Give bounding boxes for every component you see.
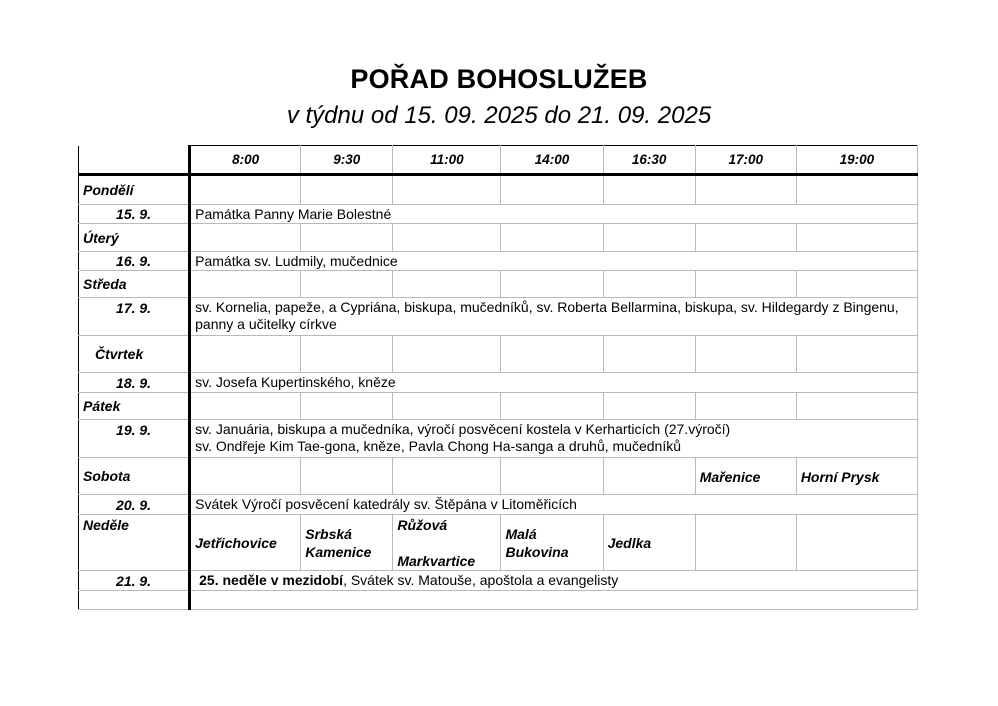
slot-cell [603,175,695,205]
slot-cell [393,393,501,420]
slot-cell [695,224,796,252]
slot-cell [796,336,917,373]
mass-place [301,515,393,571]
time-header: 9:30 [301,146,393,175]
slot-cell [695,271,796,298]
place-line: Malá [505,526,537,542]
blank-cell [79,591,190,610]
mass-place: Horní Prysk [796,458,917,495]
slot-cell [393,271,501,298]
slot-cell [190,224,301,252]
slot-cell [695,515,796,571]
day-row-sunday [79,515,918,571]
mass-place [501,515,603,571]
slot-cell [603,271,695,298]
corner-cell [79,146,190,175]
feast-row-saturday [79,495,918,515]
slot-cell [796,271,917,298]
slot-cell [301,336,393,373]
slot-cell [501,458,603,495]
time-header: 14:00 [501,146,603,175]
day-row-monday [79,175,918,205]
day-date: 18. 9. [79,373,190,393]
time-header: 11:00 [393,146,501,175]
slot-cell [695,175,796,205]
day-row-friday [79,393,918,420]
blank-row [79,591,918,610]
slot-cell [393,175,501,205]
day-row-tuesday [79,224,918,252]
feast-row-friday [79,420,918,458]
day-row-saturday [79,458,918,495]
time-header: 19:00 [796,146,917,175]
feast-row-wednesday [79,298,918,336]
mass-place: Jedlka [603,515,695,571]
slot-cell [695,336,796,373]
feast-line: sv. Januária, biskupa a mučedníka, výročí posvěcení kostela v Kerharticích (27.výročí) [195,421,731,437]
place-line: Srbská [305,526,352,542]
feast-text: Památka Panny Marie Bolestné [190,205,918,224]
feast-row-thursday [79,373,918,393]
slot-cell [796,175,917,205]
mass-place [393,515,501,571]
day-row-wednesday [79,271,918,298]
slot-cell [301,224,393,252]
slot-cell [501,393,603,420]
day-row-thursday [79,336,918,373]
feast-row-monday [79,205,918,224]
day-name: Úterý [79,224,190,252]
slot-cell [301,175,393,205]
feast-text [190,420,918,458]
place-line: Kamenice [305,544,372,560]
slot-cell [190,271,301,298]
time-header: 17:00 [695,146,796,175]
day-date: 17. 9. [79,298,190,336]
mass-place: Jetřichovice [190,515,301,571]
day-date: 15. 9. [79,205,190,224]
mass-place: Mařenice [695,458,796,495]
feast-text [190,571,918,591]
time-header-row [79,146,918,175]
day-name: Středa [79,271,190,298]
day-name: Neděle [79,515,190,571]
feast-bold: 25. neděle v mezidobí [199,572,344,588]
slot-cell [190,175,301,205]
day-name: Pondělí [79,175,190,205]
page-subtitle: v týdnu od 15. 09. 2025 do 21. 09. 2025 [286,102,712,129]
slot-cell [301,458,393,495]
day-name: Čtvrtek [79,336,190,373]
feast-line: sv. Ondřeje Kim Tae-gona, kněze, Pavla Chong Ha-sanga a druhů, mučedníků [195,438,681,454]
slot-cell [603,458,695,495]
slot-cell [603,224,695,252]
feast-text: Památka sv. Ludmily, mučednice [190,252,918,271]
slot-cell [190,393,301,420]
blank-cell [190,591,918,610]
feast-text: sv. Josefa Kupertinského, kněze [190,373,918,393]
day-name: Sobota [79,458,190,495]
slot-cell [393,224,501,252]
slot-cell [393,458,501,495]
place-line: Bukovina [505,544,569,560]
slot-cell [501,224,603,252]
day-date: 21. 9. [79,571,190,591]
slot-cell [796,515,917,571]
slot-cell [301,271,393,298]
feast-rest: , Svátek sv. Matouše, apoštola a evangelisty [343,572,619,588]
slot-cell [796,393,917,420]
slot-cell [501,336,603,373]
day-name: Pátek [79,393,190,420]
time-header: 16:30 [603,146,695,175]
feast-row-tuesday [79,252,918,271]
day-date: 16. 9. [79,252,190,271]
place-line: Růžová [397,517,448,533]
slot-cell [603,393,695,420]
page-title: POŘAD BOHOSLUŽEB [350,64,648,94]
schedule-table [78,145,918,610]
feast-row-sunday [79,571,918,591]
day-date: 19. 9. [79,420,190,458]
slot-cell [501,271,603,298]
place-line: Markvartice [397,553,476,569]
slot-cell [603,336,695,373]
slot-cell [501,175,603,205]
day-date: 20. 9. [79,495,190,515]
slot-cell [393,336,501,373]
time-header: 8:00 [190,146,301,175]
slot-cell [301,393,393,420]
feast-text: sv. Kornelia, papeže, a Cypriána, biskupa, mučedníků, sv. Roberta Bellarmina, biskupa, sv. Hildegardy z Bingenu, panny a učitelky církve [190,298,918,336]
slot-cell [190,336,301,373]
slot-cell [695,393,796,420]
slot-cell [796,224,917,252]
feast-text: Svátek Výročí posvěcení katedrály sv. Štěpána v Litoměřicích [190,495,918,515]
slot-cell [190,458,301,495]
